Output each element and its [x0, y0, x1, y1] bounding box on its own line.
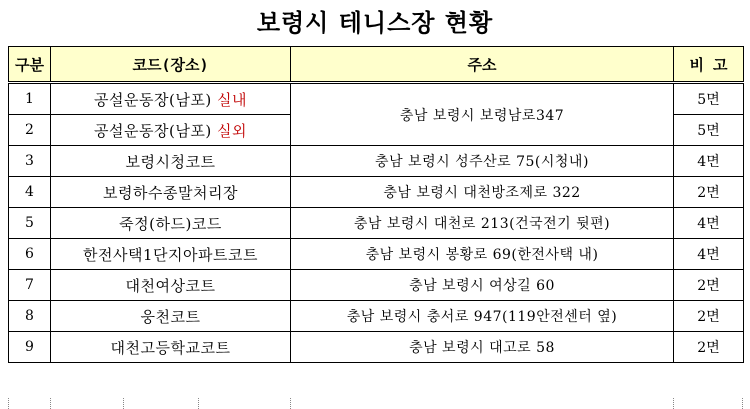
table-row	[9, 177, 744, 208]
table-row	[9, 270, 744, 301]
row-note: 4면	[674, 239, 744, 270]
row-no: 3	[9, 146, 51, 177]
row-note: 4면	[674, 146, 744, 177]
table-row	[9, 239, 744, 270]
header-row	[9, 47, 744, 83]
row-note: 2면	[674, 270, 744, 301]
row-address: 충남 보령시 대고로 58	[291, 332, 674, 363]
row-no: 5	[9, 208, 51, 239]
gridline-tail	[8, 398, 743, 409]
row-note: 2면	[674, 301, 744, 332]
table-row	[9, 83, 744, 115]
row-note: 5면	[674, 83, 744, 115]
row-name: 죽정(하드)코드	[51, 208, 291, 239]
header-no: 구분	[9, 47, 51, 83]
row-no: 2	[9, 115, 51, 146]
row-name: 대천고등학교코트	[51, 332, 291, 363]
row-no: 1	[9, 83, 51, 115]
row-name	[51, 83, 291, 115]
row-name-suffix: 실내	[216, 90, 247, 109]
row-address: 충남 보령시 봉황로 69(한전사택 내)	[291, 239, 674, 270]
row-name-text: 공설운동장(남포)	[94, 90, 212, 109]
row-no: 9	[9, 332, 51, 363]
table-row	[9, 332, 744, 363]
row-address: 충남 보령시 성주산로 75(시청내)	[291, 146, 674, 177]
row-address: 충남 보령시 여상길 60	[291, 270, 674, 301]
row-name: 웅천코트	[51, 301, 291, 332]
page-title: 보령시 테니스장 현황	[256, 8, 494, 37]
row-name: 보령시청코트	[51, 146, 291, 177]
tennis-court-table	[8, 46, 744, 363]
header-note: 비 고	[674, 47, 744, 83]
row-address: 충남 보령시 대천로 213(건국전기 뒷편)	[291, 208, 674, 239]
row-no: 6	[9, 239, 51, 270]
row-name	[51, 115, 291, 146]
row-no: 4	[9, 177, 51, 208]
row-name: 한전사택1단지아파트코트	[51, 239, 291, 270]
row-address: 충남 보령시 충서로 947(119안전센터 옆)	[291, 301, 674, 332]
row-note: 2면	[674, 177, 744, 208]
header-code: 코드(장소)	[51, 47, 291, 83]
table-row	[9, 301, 744, 332]
row-name-text: 공설운동장(남포)	[94, 121, 212, 140]
row-note: 2면	[674, 332, 744, 363]
table-row	[9, 146, 744, 177]
header-address: 주소	[291, 47, 674, 83]
row-name: 보령하수종말처리장	[51, 177, 291, 208]
table-row	[9, 208, 744, 239]
row-address: 충남 보령시 대천방조제로 322	[291, 177, 674, 208]
row-no: 7	[9, 270, 51, 301]
row-name-suffix: 실외	[216, 121, 247, 140]
row-note: 4면	[674, 208, 744, 239]
row-address: 충남 보령시 보령남로347	[291, 83, 674, 146]
row-no: 8	[9, 301, 51, 332]
row-name: 대천여상코트	[51, 270, 291, 301]
row-note: 5면	[674, 115, 744, 146]
